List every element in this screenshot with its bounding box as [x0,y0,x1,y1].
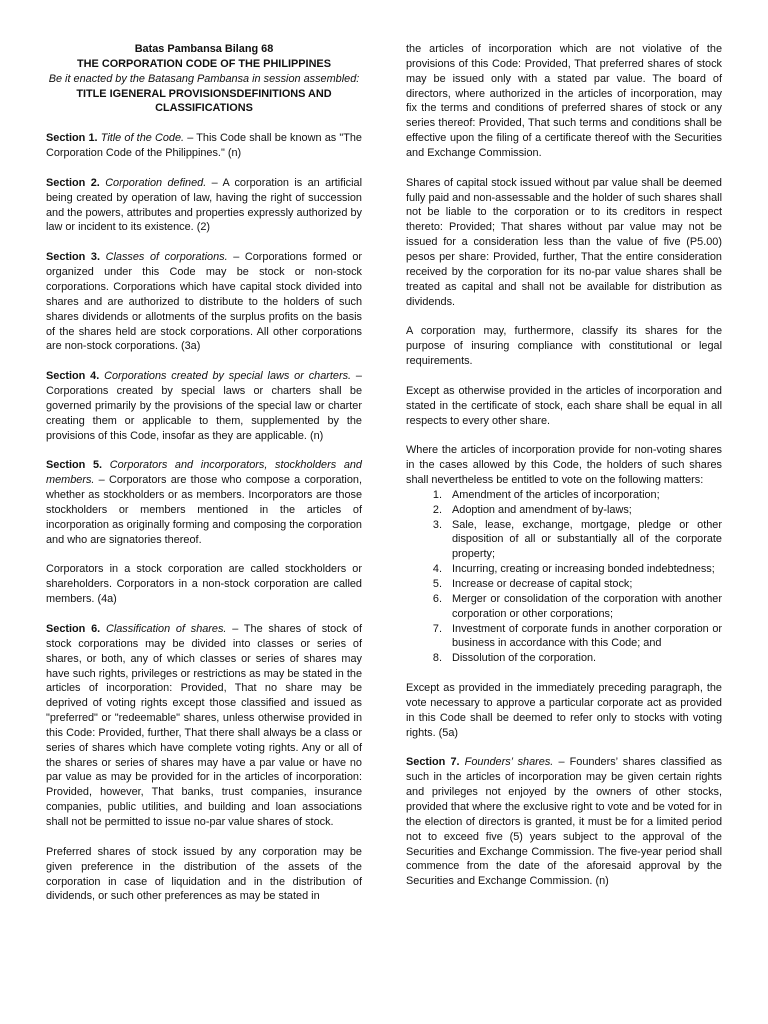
law-title: THE CORPORATION CODE OF THE PHILIPPINES [77,57,331,70]
section-5 [46,458,362,547]
section-2 [46,176,362,235]
section-number: Section 6. [46,623,101,635]
enacting-clause: Be it enacted by the Batasang Pambansa in session assembled: [48,72,360,85]
section-title: Corporations created by special laws or charters. [104,370,352,383]
section-number: Section 2. [46,176,100,189]
document-header [46,42,362,116]
section-7 [406,755,722,889]
paragraph-non-voting-shares: Where the articles of incorporation provide for non-voting shares in the cases allowed by this Code, the holders of such shares shall nevertheless be entitled to vote on the following matters: [406,444,722,487]
list-text: Sale, lease, exchange, mortgage, pledge or other disposition of all or substantially all of the corporate property; [452,518,722,561]
section-text: – Corporators are those who compose a corporation, whether as stockholders or as members. Incorporators are those stockholders or members mentioned in the articles of incorporation as originally forming and composing the corporation and who are signatories thereof. [46,474,362,546]
list-number: 6. [432,592,442,605]
section-3 [46,250,362,354]
title-heading: TITLE IGENERAL PROVISIONSDEFINITIONS AND CLASSIFICATIONS [76,87,332,115]
section-6-paragraph-2: Preferred shares of stock issued by any corporation may be given preference in the distribution of the assets of the corporation in case of liquidation and in the distribution of dividends, or such other preferences as may be stated in [46,845,362,903]
list-text: Dissolution of the corporation. [452,652,597,665]
section-4 [46,369,362,443]
section-text: – The shares of stock of stock corporations may be divided into classes or series of shares, or both, any of which classes or series of shares may have such rights, privileges or restrictions as may be stated in the articles of incorporation: Provided, That no share may be deprived of voting rights except those classified and issued as "preferred" or "redeemable" shares, unless otherwise provided in this Code: Provided, further, That there shall always be a class or series of shares which have complete voting rights. Any or all of the shares or series of shares may have a par value or have no par value as may be provided for in the articles of incorporation: Provided, however, That banks, trust companies, insurance companies, public utilities, and building and loan associations shall not be permitted to issue no-par value shares of stock. [46,623,362,828]
section-title: Corporators and incorporators, stockholders and members. [46,459,362,487]
section-title: Corporation defined. [105,176,207,189]
paragraph-classify-shares: A corporation may, furthermore, classify its shares for the purpose of insuring compliance with constitutional or legal requirements. [406,325,722,368]
list-text: Adoption and amendment of by-laws; [452,503,632,516]
list-text: Incurring, creating or increasing bonded indebtedness; [452,563,715,576]
section-text: – A corporation is an artificial being created by operation of law, having the right of succession and the powers, attributes and properties expressly authorized by law or incident to its existence. (2) [46,176,363,234]
section-title: Classes of corporations. [105,251,228,264]
section-title: Founders’ shares. [464,756,554,769]
list-item [406,622,722,652]
list-number: 3. [432,518,442,531]
section-number: Section 3. [46,251,101,264]
section-1 [46,131,362,161]
section-text: – Founders’ shares classified as such in the articles of incorporation may be given certain rights and privileges not enjoyed by the owners of other stocks, provided that where the exclusive right to vote and be voted for in the election of directors is granted, it must be for a limited period not to exceed five (5) years subject to the approval of the Securities and Exchange Commission. The five-year period shall commence from the date of the aforesaid approval by the Securities and Exchange Commission. (n) [406,756,722,888]
section-title: Classification of shares. [105,623,227,635]
list-item [406,592,722,622]
paragraph-equal-shares: Except as otherwise provided in the articles of incorporation and stated in the certificate of stock, each share shall be equal in all respects to every other share. [406,384,722,427]
list-item [406,488,722,503]
section-title: Title of the Code. [100,132,185,145]
list-item [406,651,722,666]
paragraph-vote-necessary: Except as provided in the immediately preceding paragraph, the vote necessary to approve a particular corporate act as provided in this Code shall be deemed to refer only to stocks with voting rights. (5a) [406,682,722,739]
voting-matters-list [406,488,722,666]
list-number: 4. [432,563,442,576]
right-column [406,42,722,889]
list-item [406,562,722,577]
section-number: Section 4. [46,370,100,383]
list-text: Increase or decrease of capital stock; [452,578,633,590]
section-number: Section 1. [46,132,98,145]
list-text: Investment of corporate funds in another corporation or business in accordance with this Code; and [452,622,722,650]
left-column [46,42,362,904]
list-number: 8. [432,652,442,665]
list-number: 7. [432,622,442,635]
list-number: 5. [432,578,442,590]
list-item [406,518,722,563]
law-number: Batas Pambansa Bilang 68 [134,43,274,55]
section-text: – This Code shall be known as "The Corporation Code of the Philippines." (n) [46,132,362,160]
section-6 [46,622,362,830]
section-number: Section 5. [46,459,103,472]
section-number: Section 7. [406,756,460,769]
list-item [406,503,722,518]
list-item [406,577,722,592]
list-number: 2. [432,503,442,516]
section-5-paragraph-2: Corporators in a stock corporation are called stockholders or shareholders. Corporators in a non-stock corporation are called members. (4a) [46,563,362,606]
paragraph-no-par-shares: Shares of capital stock issued without par value shall be deemed fully paid and non-assessable and the holder of such shares shall not be liable to the corporation or to its creditors in respect thereto: Provided; That shares without par value may not be issued for a consideration less than the value of five (P5.00) pesos per share: Provided, further, That the entire consideration received by the corporation for its no-par value shares shall be treated as capital and shall not be available for distribution as dividends. [406,176,722,308]
section-text: – Corporations created by special laws or charters shall be governed primarily by the provisions of the special law or charter creating them or applicable to them, supplemented by the provisions of this Code, insofar as they are applicable. (n) [46,370,362,442]
list-text: Merger or consolidation of the corporation with another corporation or other corporations; [452,592,722,620]
paragraph-preferred-shares: the articles of incorporation which are not violative of the provisions of this Code: Provided, That preferred shares of stock may be issued only with a stated par value. The board of directors, where authorized in the articles of incorporation, may fix the terms and conditions of preferred shares of stock or any series thereof: Provided, That such terms and conditions shall be effective upon the filing of a certificate thereof with the Securities and Exchange Commission. [406,43,722,159]
list-number: 1. [432,488,442,501]
list-text: Amendment of the articles of incorporation; [452,488,660,501]
section-text: – Corporations formed or organized under this Code may be stock or non-stock corporations. Corporations which have capital stock divided into shares and are authorized to distribute to the holders of such shares dividends or allotments of the surplus profits on the basis of the shares held are stock corporations. All other corporations are non-stock corporations. (3a) [46,251,363,353]
